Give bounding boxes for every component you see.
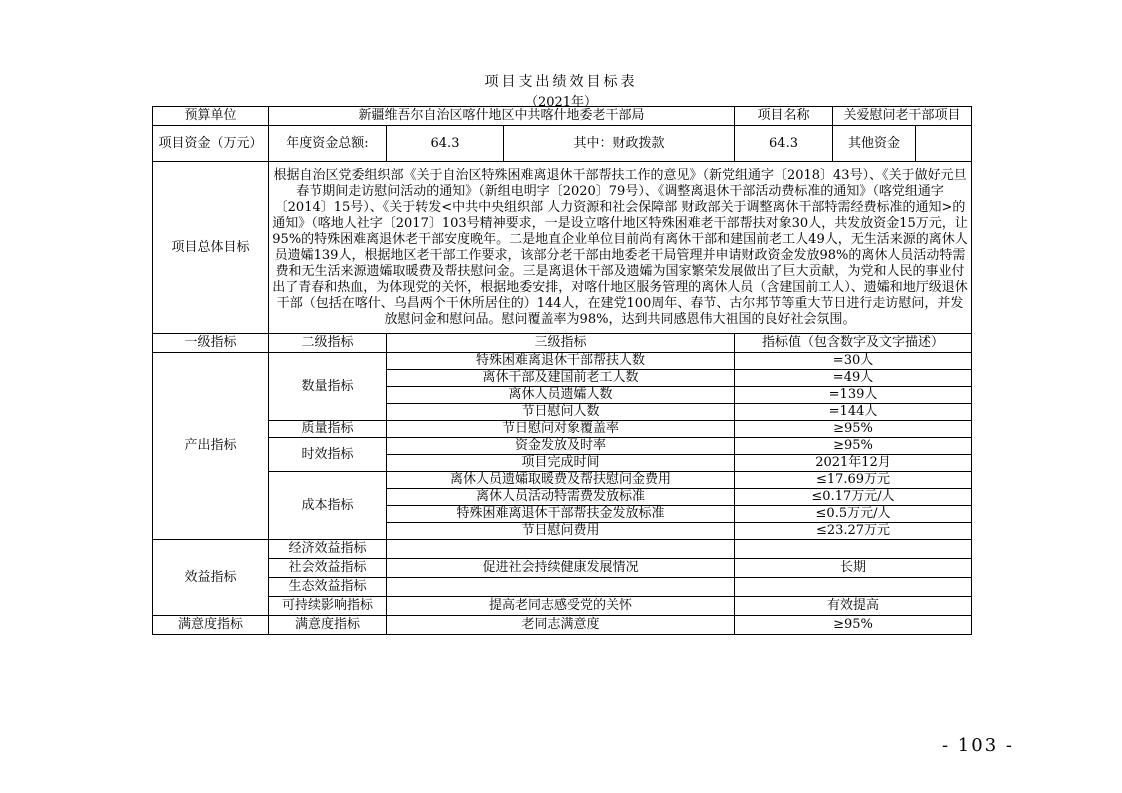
indicator-value: =144人 <box>735 404 972 421</box>
indicator-name: 节日慰问对象覆盖率 <box>387 421 735 438</box>
other-funds-value <box>916 126 971 161</box>
timeliness-indicator-label: 时效指标 <box>269 438 387 472</box>
indicator-value: =49人 <box>735 370 972 387</box>
indicator-name: 老同志满意度 <box>387 616 735 635</box>
indicator-value: ≥95% <box>735 438 972 455</box>
indicator-value: 长期 <box>735 559 972 578</box>
indicator-name <box>387 578 735 597</box>
table-title: 项目支出绩效目标表 <box>484 74 638 90</box>
table-subtitle: （2021年） <box>524 95 598 110</box>
project-name-value: 关爱慰问老干部项目 <box>833 107 972 126</box>
overall-goal-label: 项目总体目标 <box>153 162 269 334</box>
project-funds-label: 项目资金（万元） <box>153 126 269 162</box>
sustainable-impact-label: 可持续影响指标 <box>269 597 387 616</box>
page-number: - 103 - <box>942 735 1014 756</box>
indicator-value <box>735 578 972 597</box>
indicator-name: 资金发放及时率 <box>387 438 735 455</box>
indicator-name: 特殊困难离退休干部帮扶金发放标准 <box>387 506 735 523</box>
ecological-benefit-label: 生态效益指标 <box>269 578 387 597</box>
social-benefit-label: 社会效益指标 <box>269 559 387 578</box>
value-header: 指标值（包含数字及文字描述） <box>735 334 972 353</box>
indicator-name: 节日慰问人数 <box>387 404 735 421</box>
indicator-value: ≥95% <box>735 421 972 438</box>
level2-header: 二级指标 <box>269 334 387 353</box>
indicator-value: =30人 <box>735 353 972 370</box>
indicator-name: 离休干部及建国前老工人数 <box>387 370 735 387</box>
budget-unit-value: 新疆维吾尔自治区喀什地区中共喀什地委老干部局 <box>269 107 735 126</box>
indicator-name: 离休人员遗孀人数 <box>387 387 735 404</box>
budget-unit-label: 预算单位 <box>153 107 269 126</box>
performance-target-table <box>152 106 972 635</box>
benefit-indicator-label: 效益指标 <box>153 540 269 616</box>
indicator-name: 提高老同志感受党的关怀 <box>387 597 735 616</box>
annual-total-value: 64.3 <box>387 126 504 162</box>
indicator-value: ≤17.69万元 <box>735 472 972 489</box>
other-funds-label: 其他资金 <box>833 126 916 161</box>
level1-header: 一级指标 <box>153 334 269 353</box>
indicator-value: =139人 <box>735 387 972 404</box>
indicator-value: ≤0.17万元/人 <box>735 489 972 506</box>
indicator-name: 离休人员活动特需费发放标准 <box>387 489 735 506</box>
indicator-value: ≤0.5万元/人 <box>735 506 972 523</box>
cost-indicator-label: 成本指标 <box>269 472 387 540</box>
satisfaction-sub-label: 满意度指标 <box>269 616 387 635</box>
indicator-value <box>735 540 972 559</box>
fiscal-allocation-label: 其中：财政拨款 <box>504 126 735 162</box>
fiscal-allocation-value: 64.3 <box>735 126 833 162</box>
indicator-name: 节日慰问费用 <box>387 523 735 540</box>
indicator-name: 离休人员遗孀取暖费及帮扶慰问金费用 <box>387 472 735 489</box>
other-funds-cell <box>833 126 972 162</box>
indicator-value: ≥95% <box>735 616 972 635</box>
output-indicator-label: 产出指标 <box>153 353 269 540</box>
level3-header: 三级指标 <box>387 334 735 353</box>
project-name-label: 项目名称 <box>735 107 833 126</box>
indicator-value: ≤23.27万元 <box>735 523 972 540</box>
overall-goal-text: 根据自治区党委组织部《关于自治区特殊困难离退休干部帮扶工作的意见》（新党组通字〔2018〕43号）、《关于做好元旦春节期间走访慰问活动的通知》（新组电明字〔2020〕79号）、《调整离退休干部活动费标准的通知》（喀党组通字〔2014〕15号）、《关于转发<中共中央组织部 人力资源和社会保障部 财政部关于调整离休干部特需经费标准的通知>的通知》（喀地人社字〔2017〕103号精神要求，一是设立喀什地区特殊困难老干部帮扶对象30人，共发放资金15万元，让95%的特殊困难离退休老干部安度晚年。二是地直企业单位目前尚有离休干部和建国前老工人49人，无生活来源的离休人员遗孀139人，根据地区老干部工作要求，该部分老干部由地委老干局管理并申请财政资金发放98%的离休人员活动特需费和无生活来源遗孀取暖费及帮扶慰问金。三是离退休干部及遗孀为国家繁荣发展做出了巨大贡献，为党和人民的事业付出了青春和热血，为体现党的关怀，根据地委安排，对喀什地区服务管理的离休人员（含建国前工人）、遗孀和地厅级退休干部（包括在喀什、乌昌两个干休所居住的）144人，在建党100周年、春节、古尔邦节等重大节日进行走访慰问，并发放慰问金和慰问品。慰问覆盖率为98%，达到共同感恩伟大祖国的良好社会氛围。 <box>269 162 972 334</box>
indicator-name: 项目完成时间 <box>387 455 735 472</box>
indicator-value: 有效提高 <box>735 597 972 616</box>
indicator-value: 2021年12月 <box>735 455 972 472</box>
quality-indicator-label: 质量指标 <box>269 421 387 438</box>
quantity-indicator-label: 数量指标 <box>269 353 387 421</box>
annual-total-label: 年度资金总额: <box>269 126 387 162</box>
indicator-name <box>387 540 735 559</box>
indicator-name: 促进社会持续健康发展情况 <box>387 559 735 578</box>
economic-benefit-label: 经济效益指标 <box>269 540 387 559</box>
satisfaction-indicator-label: 满意度指标 <box>153 616 269 635</box>
indicator-name: 特殊困难离退休干部帮扶人数 <box>387 353 735 370</box>
